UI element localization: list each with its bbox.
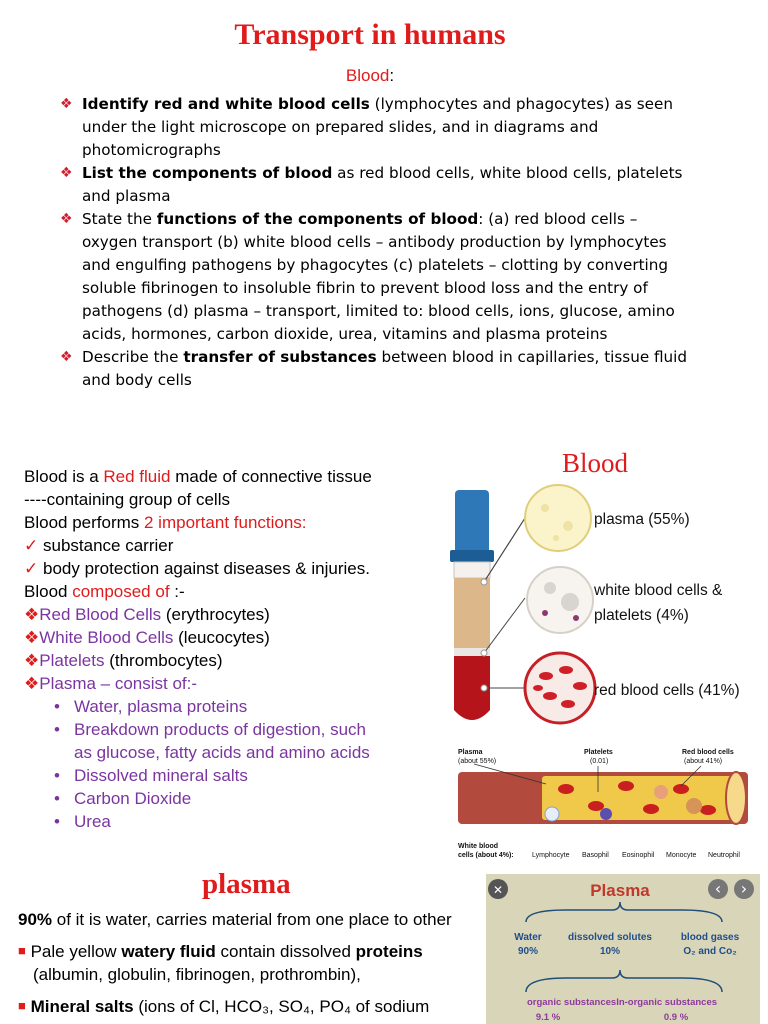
bullet-dot-icon: •: [54, 789, 60, 808]
bullet-dot-icon: •: [54, 766, 60, 785]
tube-empty: [454, 562, 490, 578]
plasma-item-text: Dissolved mineral salts: [74, 766, 248, 785]
next-glyph: ›: [740, 879, 748, 898]
plasma-bullet-text: contain dissolved: [215, 942, 356, 961]
functions-text: Blood performs: [24, 513, 144, 532]
plasma-circle: [525, 485, 591, 551]
square-bullet-icon: ■: [18, 943, 26, 958]
plasma-bullet-bold: watery fluid: [121, 942, 216, 961]
objective-text: : (a) red blood cells – oxygen transport (b) white blood cells – antibody production by lymphocytes and engulfing pathogens by phagocytes (c) platelets – clotting by converting soluble fibrinogen to insoluble fibrin to prevent blood loss and the entry of pathogens (d) plasma – transport, limited to: blood cells, ions, glucose, amino acids, hormones, carbon dioxide, urea, vitamins and plasma proteins: [82, 210, 675, 343]
functions-line: [24, 511, 434, 534]
wbc-cell: [545, 807, 559, 821]
vessel-plasma-label: Plasma: [458, 749, 483, 756]
plasma-item: [24, 695, 434, 718]
objective-item: [60, 346, 690, 392]
plasma-panel-diagram: [486, 874, 760, 1024]
wbc-type-label: Basophil: [582, 852, 609, 859]
plasma-para-bold: 90%: [18, 910, 53, 929]
panel-brace: [526, 902, 722, 922]
rbc-label: red blood cells (41%): [594, 682, 740, 699]
vessel-plasma-pct: (about 55%): [458, 758, 497, 765]
diamond-bullet-icon: ❖: [60, 96, 73, 112]
component-name: Red Blood Cells: [39, 605, 162, 624]
plasma-bullet-text: (ions of Cl, HCO₃, SO₄, PO₄ of sodium: [133, 997, 430, 1016]
wbc-label-line2: platelets (4%): [594, 607, 689, 624]
wbc-type-label: Eosinophil: [622, 852, 655, 859]
plasma-item: [24, 718, 434, 741]
plasma-particle: [553, 535, 559, 541]
function-text: body protection against diseases & injuries.: [42, 559, 370, 578]
wbc-cell: [600, 808, 612, 820]
panel-title: Plasma: [590, 881, 650, 900]
connector-dot: [481, 685, 487, 691]
objective-bold: transfer of substances: [183, 348, 377, 366]
function-text: substance carrier: [42, 536, 174, 555]
wbc-cell: [544, 582, 556, 594]
platelet-dot: [542, 610, 548, 616]
objective-text: (lymphocytes and phagocytes) as seen under the light microscope on prepared slides, and in diagrams and photomicrographs: [82, 95, 673, 159]
objective-pre: State the: [82, 210, 157, 228]
diamond-bullet-icon: ❖: [24, 628, 40, 647]
function-item: [24, 557, 434, 580]
wbc-type-label: Monocyte: [666, 852, 697, 859]
objective-item: [60, 208, 690, 346]
diamond-bullet-icon: ❖: [24, 651, 40, 670]
vessel-opening: [726, 772, 746, 824]
diamond-bullet-icon: ❖: [24, 605, 40, 624]
component-alt: (leucocytes): [173, 628, 270, 647]
rbc-cell: [559, 666, 573, 674]
subtitle-text: Blood: [345, 66, 390, 85]
plasma-para-text: of it is water, carries material from one place to other: [52, 910, 452, 929]
rbc-cell: [533, 685, 543, 691]
tube-cap-rim: [450, 550, 494, 562]
rbc-cell: [573, 682, 587, 690]
composed-line: [24, 580, 434, 603]
component-item: [24, 603, 434, 626]
wbc-cell: [654, 785, 668, 799]
plasma-label: plasma (55%): [594, 511, 690, 528]
wbc-type-label: Lymphocyte: [532, 852, 570, 859]
plasma-item: [24, 787, 434, 810]
component-alt: (thrombocytes): [109, 651, 223, 670]
diamond-bullet-icon: ❖: [24, 674, 40, 693]
panel-brace-2: [526, 970, 722, 992]
check-icon: ✓: [24, 559, 39, 578]
rbc-cell: [588, 801, 604, 811]
section-subtitle: [0, 66, 740, 86]
objective-bold: functions of the components of blood: [156, 210, 479, 228]
intro-text: Blood is a: [24, 467, 104, 486]
objective-text: between blood in capillaries, tissue fluid and body cells: [82, 348, 688, 389]
functions-highlight: 2 important functions:: [144, 513, 307, 532]
plasma-item: [24, 764, 434, 787]
solutes-label: dissolved solutes: [568, 932, 652, 943]
composed-text: Blood: [24, 582, 73, 601]
organic-label: organic substancesIn-organic substances: [526, 997, 718, 1008]
objective-text: as red blood cells, white blood cells, platelets and plasma: [82, 164, 683, 205]
connector-line: [484, 598, 525, 653]
vessel-platelets-pct: (0.01): [590, 758, 609, 765]
wbc-label-line1: white blood cells &: [594, 582, 723, 599]
gases-formula: O₂ and Co₂: [683, 946, 737, 957]
plasma-bullet: [18, 996, 483, 1019]
blood-description: [24, 465, 434, 833]
plasma-bullet-text: Pale yellow: [30, 942, 122, 961]
solutes-pct: 10%: [599, 946, 621, 957]
vessel-rbc-pct: (about 41%): [684, 758, 723, 765]
plasma-item-text: Carbon Dioxide: [74, 789, 192, 808]
intro-text-end: made of connective tissue: [170, 467, 372, 486]
plasma-bullet-bold: proteins: [355, 942, 423, 961]
prev-glyph: ‹: [714, 879, 722, 898]
subtitle-colon: :: [389, 66, 395, 85]
wbc-cell: [561, 593, 579, 611]
plasma-bullet-continuation: (albumin, globulin, fibrinogen, prothrombin),: [33, 965, 361, 984]
vessel-platelets-label: Platelets: [584, 749, 613, 756]
close-glyph: ✕: [492, 883, 504, 897]
rbc-cell: [539, 672, 553, 680]
composed-text-end: :-: [169, 582, 185, 601]
vessel-wbc-pct: cells (about 4%):: [458, 852, 514, 859]
plasma-item: [24, 810, 434, 833]
plasma-particle: [541, 504, 549, 512]
rbc-cell: [558, 784, 574, 794]
component-name: White Blood Cells: [39, 628, 174, 647]
square-bullet-icon: ■: [18, 998, 26, 1013]
plasma-item-text: Urea: [74, 812, 111, 831]
blood-vessel-figure: [446, 734, 760, 864]
wbc-circle: [527, 567, 593, 633]
component-alt: (erythrocytes): [161, 605, 270, 624]
platelet-dot: [573, 615, 579, 621]
tube-cap: [455, 490, 489, 560]
objective-pre: Describe the: [82, 348, 184, 366]
bullet-dot-icon: •: [54, 812, 60, 831]
function-item: [24, 534, 434, 557]
plasma-particle: [563, 521, 573, 531]
plasma-item-text: Water, plasma proteins: [74, 697, 248, 716]
plasma-bullet-bold: Mineral salts: [30, 997, 134, 1016]
page-title: Transport in humans: [234, 18, 506, 51]
rbc-cell: [618, 781, 634, 791]
connector-dot: [481, 650, 487, 656]
organic-pct: 9.1 %: [535, 1012, 561, 1023]
intro-line-2: ----containing group of cells: [24, 490, 230, 509]
objective-item: [60, 162, 690, 208]
plasma-para: [18, 909, 483, 931]
composed-highlight: composed of: [72, 582, 170, 601]
plasma-heading: plasma: [202, 868, 291, 900]
component-item: [24, 626, 434, 649]
diamond-bullet-icon: ❖: [60, 349, 73, 365]
component-item: [24, 672, 434, 695]
rbc-cell: [643, 804, 659, 814]
plasma-description: [18, 909, 483, 1019]
intro-highlight: Red fluid: [103, 467, 171, 486]
plasma-item-continuation: as glucose, fatty acids and amino acids: [74, 743, 370, 762]
plasma-item-text: Breakdown products of digestion, such: [74, 720, 367, 739]
rbc-cell: [700, 805, 716, 815]
intro-line: [24, 465, 434, 488]
bullet-dot-icon: •: [54, 720, 60, 739]
tube-plasma-layer: [454, 578, 490, 652]
vessel-wbc-label: White blood: [458, 843, 499, 850]
rbc-cell: [561, 700, 575, 708]
water-pct: 90%: [517, 946, 539, 957]
bullet-dot-icon: •: [54, 697, 60, 716]
connector-dot: [481, 579, 487, 585]
component-item: [24, 649, 434, 672]
inorganic-pct: 0.9 %: [663, 1012, 689, 1023]
wbc-type-label: Neutrophil: [708, 852, 740, 859]
objective-bold: List the components of blood: [82, 164, 333, 182]
wbc-cell: [686, 798, 702, 814]
diamond-bullet-icon: ❖: [60, 165, 73, 181]
blood-tube-figure: [440, 478, 765, 733]
gases-label: blood gases: [680, 932, 740, 943]
plasma-panel: [486, 874, 760, 1024]
water-label: Water: [514, 932, 542, 943]
check-icon: ✓: [24, 536, 39, 555]
rbc-cell: [543, 692, 557, 700]
objective-bold: Identify red and white blood cells: [82, 95, 370, 113]
vessel-rbc-label: Red blood cells: [682, 749, 734, 756]
diamond-bullet-icon: ❖: [60, 211, 73, 227]
objective-item: [60, 93, 690, 162]
blood-figure-heading: Blood: [562, 448, 629, 478]
plasma-bullet: [18, 941, 483, 964]
component-name: Platelets: [39, 651, 110, 670]
objectives-list: [60, 93, 690, 392]
component-name: Plasma – consist of:-: [39, 674, 198, 693]
